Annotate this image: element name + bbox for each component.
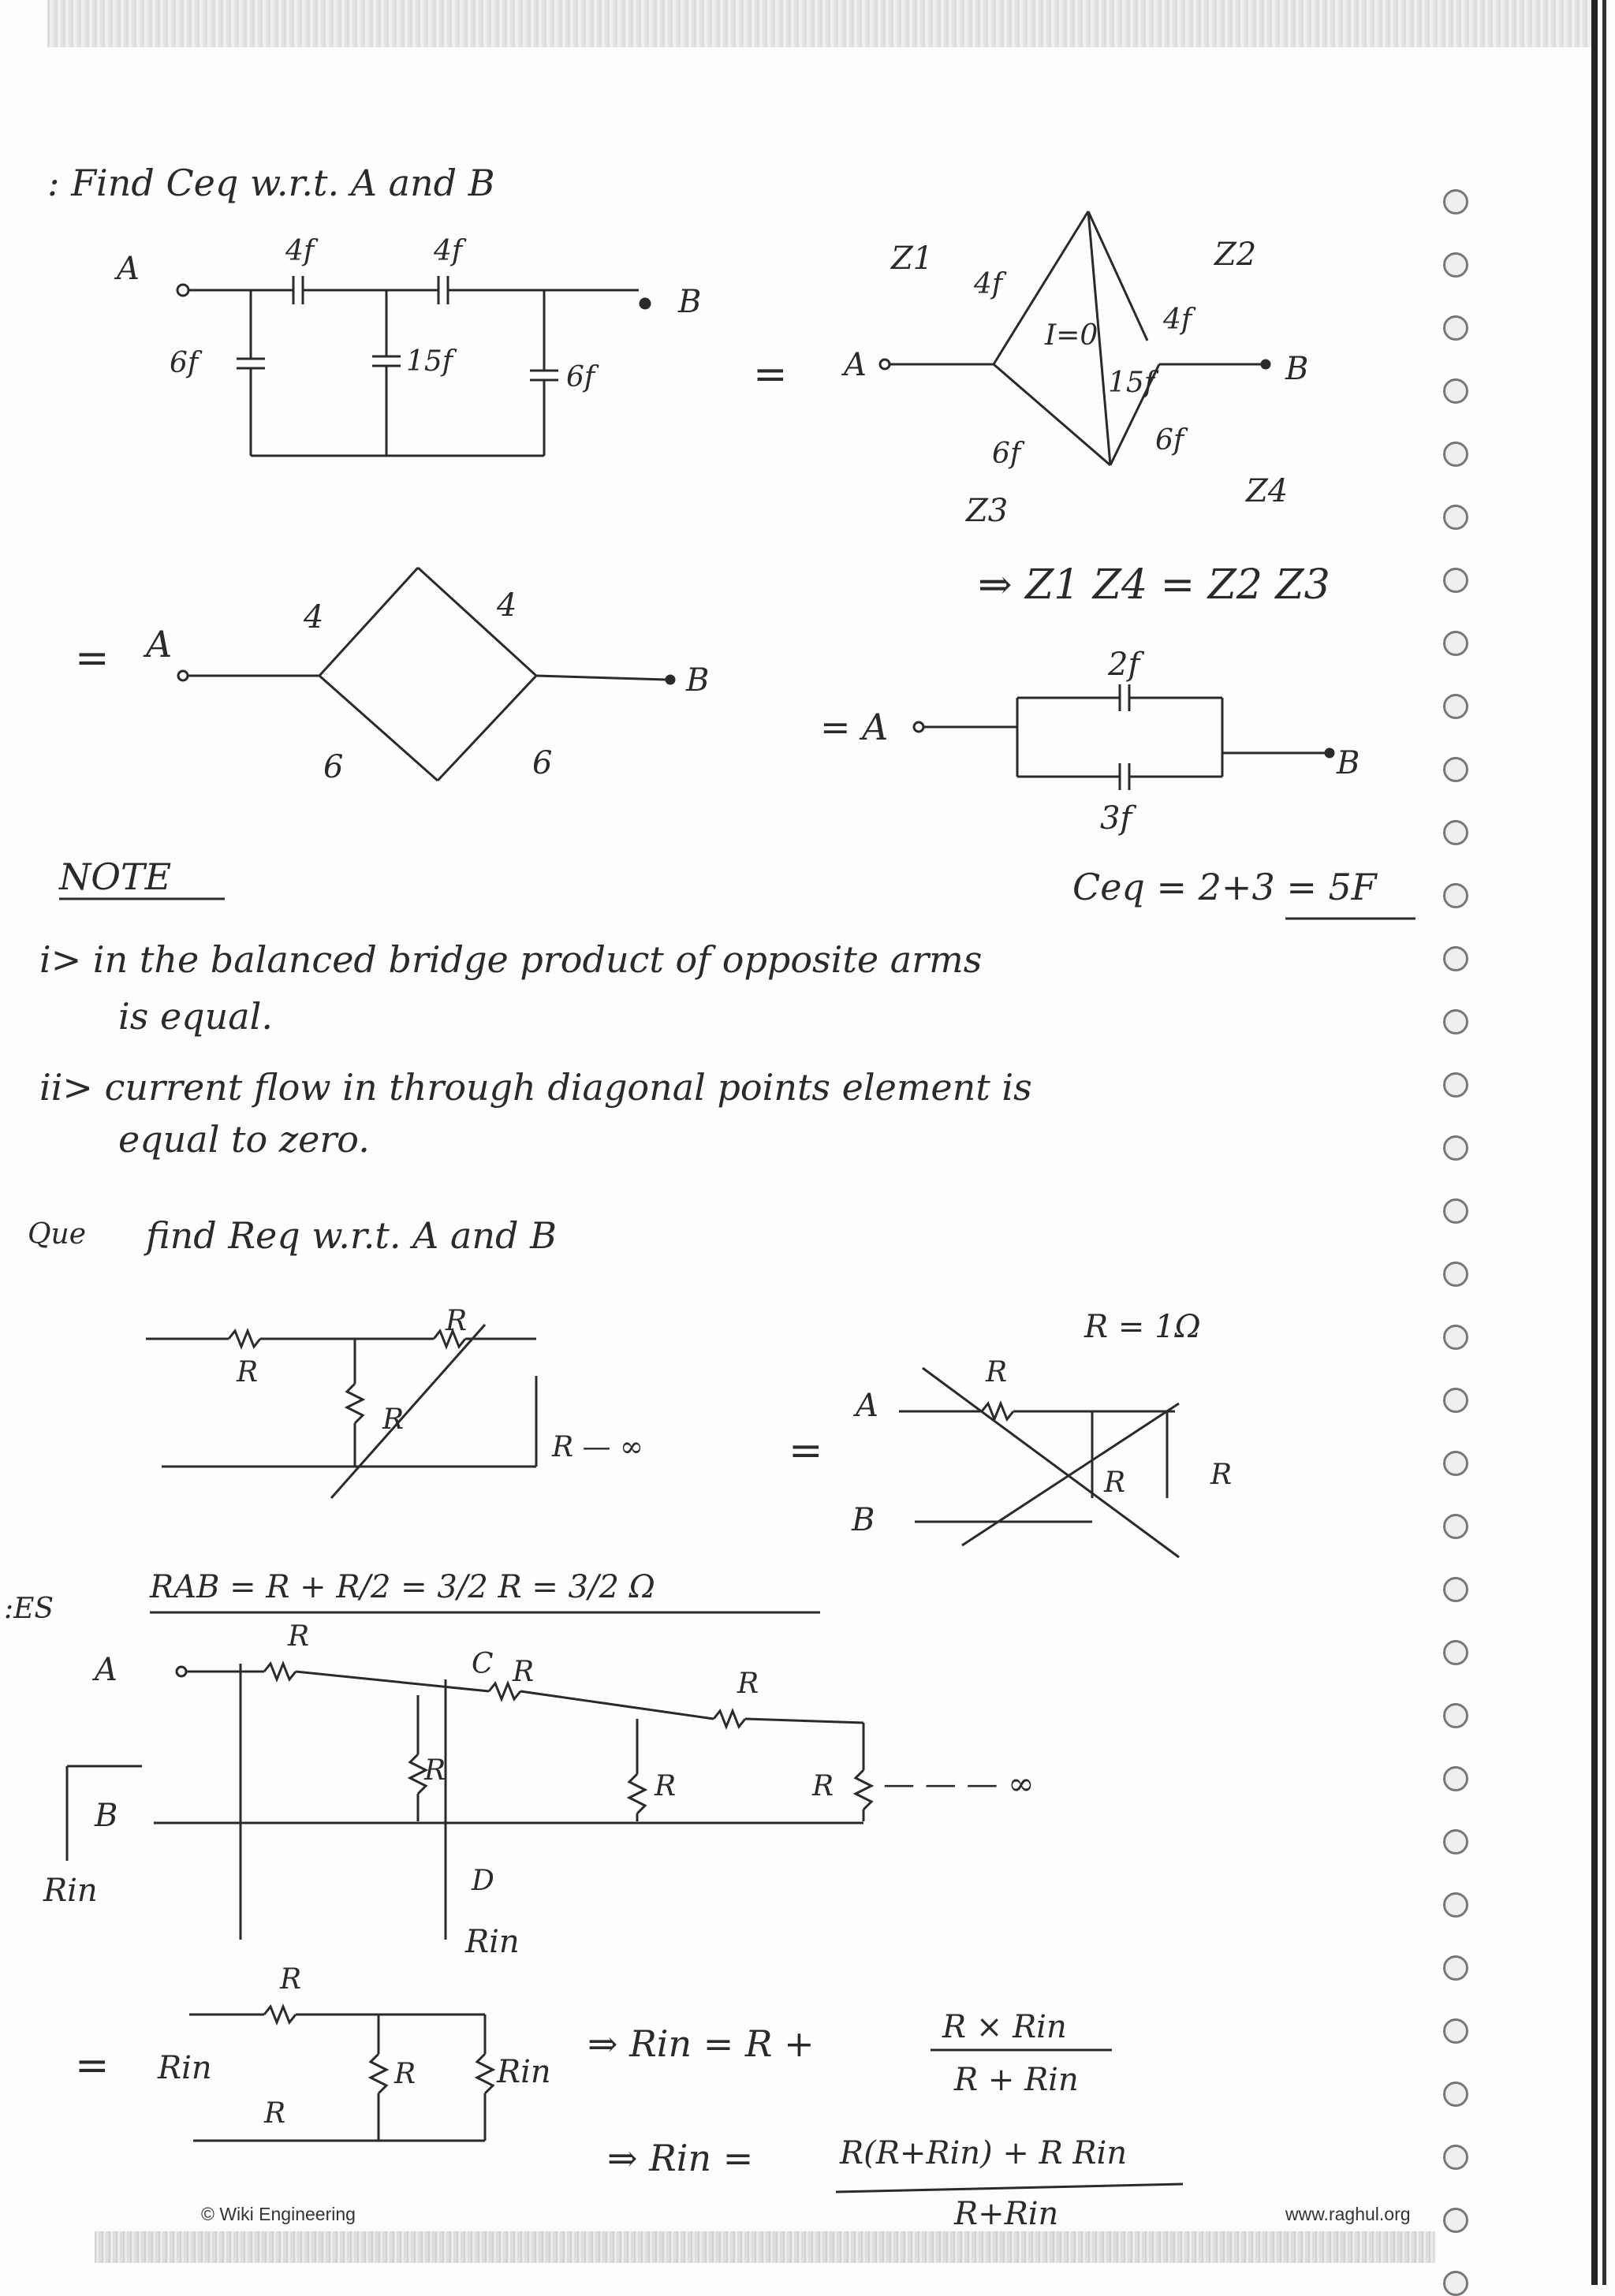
question-1-title: : Find Ceq w.r.t. A and B <box>47 162 495 204</box>
bridge-label-4f-1: 4f <box>974 268 1003 300</box>
impedance-z3-label: Z3 <box>966 493 1009 529</box>
fig6-b-label: B <box>95 1798 118 1834</box>
note-i-line2: is equal. <box>118 995 273 1038</box>
bridge-label-6f-2: 6f <box>1155 424 1184 457</box>
fig2-a-label: A <box>146 623 173 665</box>
fig5-r2: R <box>1104 1467 1126 1499</box>
fig3-b-label: B <box>1337 745 1360 781</box>
note-i-line1: i> in the balanced bridge product of opposite arms <box>39 938 983 981</box>
cap-label-4f-1: 4f <box>285 235 315 267</box>
fig6-r5: R <box>655 1770 677 1802</box>
bridge-label-6f-1: 6f <box>992 438 1021 470</box>
note-ii-line1: ii> current flow in through diagonal points element is <box>39 1066 1032 1109</box>
terminal-b-label: B <box>678 284 702 320</box>
question-2-prefix: Que <box>28 1218 87 1250</box>
fig7-rin: Rin <box>158 2050 212 2086</box>
cap-label-15f: 15f <box>406 345 453 378</box>
r-value: R = 1Ω <box>1084 1309 1201 1345</box>
impedance-z4-label: Z4 <box>1246 473 1289 509</box>
fig5-a-label: A <box>856 1388 878 1424</box>
fig6-r6: R <box>812 1770 834 1802</box>
bridge-a-label: A <box>844 347 867 383</box>
fig6-r1: R <box>288 1620 310 1653</box>
fig3-cap-2f: 2f <box>1108 647 1140 683</box>
fig2-cap-6-left: 6 <box>323 749 344 785</box>
rab-expression: RAB = R + R/2 = 3/2 R = 3/2 Ω <box>150 1569 655 1605</box>
ceq-result: Ceq = 2+3 = 5F <box>1072 866 1377 908</box>
fig4-r3: R <box>382 1403 405 1436</box>
equals-sign-4: = <box>75 2042 110 2089</box>
fig7-r-bottom: R <box>264 2097 286 2130</box>
fig2-cap-4-right: 4 <box>497 587 517 624</box>
cap-label-6f-2: 6f <box>566 361 595 393</box>
fig6-r2: R <box>513 1656 535 1688</box>
fig6-d-label: D <box>472 1865 494 1897</box>
cap-label-4f-2: 4f <box>434 235 463 267</box>
note-ii-line2: equal to zero. <box>118 1118 370 1161</box>
equals-sign-3: = <box>789 1427 823 1474</box>
bridge-label-4f-2: 4f <box>1163 304 1192 336</box>
fig6-rin-bottom: Rin <box>465 1924 520 1960</box>
bridge-label-15f: 15f <box>1108 367 1155 399</box>
fig5-b-label: B <box>852 1502 875 1538</box>
equals-sign-2: = <box>75 635 110 682</box>
equation-1-denominator: R + Rin <box>954 2062 1079 2098</box>
fig4-r1: R <box>237 1356 259 1388</box>
fig2-cap-6-right: 6 <box>532 745 553 781</box>
fig5-r1: R <box>986 1356 1008 1388</box>
note-heading: NOTE <box>59 855 172 898</box>
bridge-b-label: B <box>1285 351 1309 387</box>
es-label: :ES <box>4 1593 54 1625</box>
fig7-rin-right: Rin <box>497 2054 551 2090</box>
fig6-rin-left: Rin <box>43 1873 98 1909</box>
fig7-r-mid: R <box>394 2058 416 2090</box>
fig2-b-label: B <box>686 662 710 699</box>
cap-label-6f-1: 6f <box>170 347 199 379</box>
equals-sign-1: = <box>753 351 788 398</box>
fig3-a-label: = A <box>820 706 889 748</box>
impedance-z1-label: Z1 <box>891 240 934 277</box>
balance-relation: ⇒ Z1 Z4 = Z2 Z3 <box>978 561 1330 609</box>
terminal-a-label: A <box>117 251 140 287</box>
equation-1-numerator: R × Rin <box>942 2009 1067 2045</box>
fig6-r4: R <box>424 1754 446 1787</box>
fig6-a-label: A <box>95 1652 117 1688</box>
equation-2-lhs: ⇒ Rin = <box>607 2137 754 2179</box>
bridge-label-i0: I=0 <box>1045 319 1098 352</box>
fig6-c-label: C <box>472 1648 494 1680</box>
fig2-cap-4-left: 4 <box>304 599 324 636</box>
fig4-r-infinity: R — ∞ <box>552 1431 643 1463</box>
equation-2-denominator: R+Rin <box>954 2196 1059 2232</box>
impedance-z2-label: Z2 <box>1214 237 1257 273</box>
fig5-r3: R <box>1210 1459 1233 1491</box>
equation-1-lhs: ⇒ Rin = R + <box>587 2022 815 2065</box>
fig6-infinity: — — — ∞ <box>883 1766 1035 1802</box>
fig3-cap-3f: 3f <box>1100 800 1132 837</box>
footer-left: © Wiki Engineering <box>201 2204 356 2224</box>
equation-2-numerator: R(R+Rin) + R Rin <box>840 2135 1128 2171</box>
fig4-r2: R <box>446 1305 468 1337</box>
fig6-r3: R <box>737 1668 759 1700</box>
fig7-r-top: R <box>280 1963 302 1996</box>
question-2-title: find Req w.r.t. A and B <box>146 1214 557 1257</box>
footer-right: www.raghul.org <box>1285 2204 1411 2224</box>
